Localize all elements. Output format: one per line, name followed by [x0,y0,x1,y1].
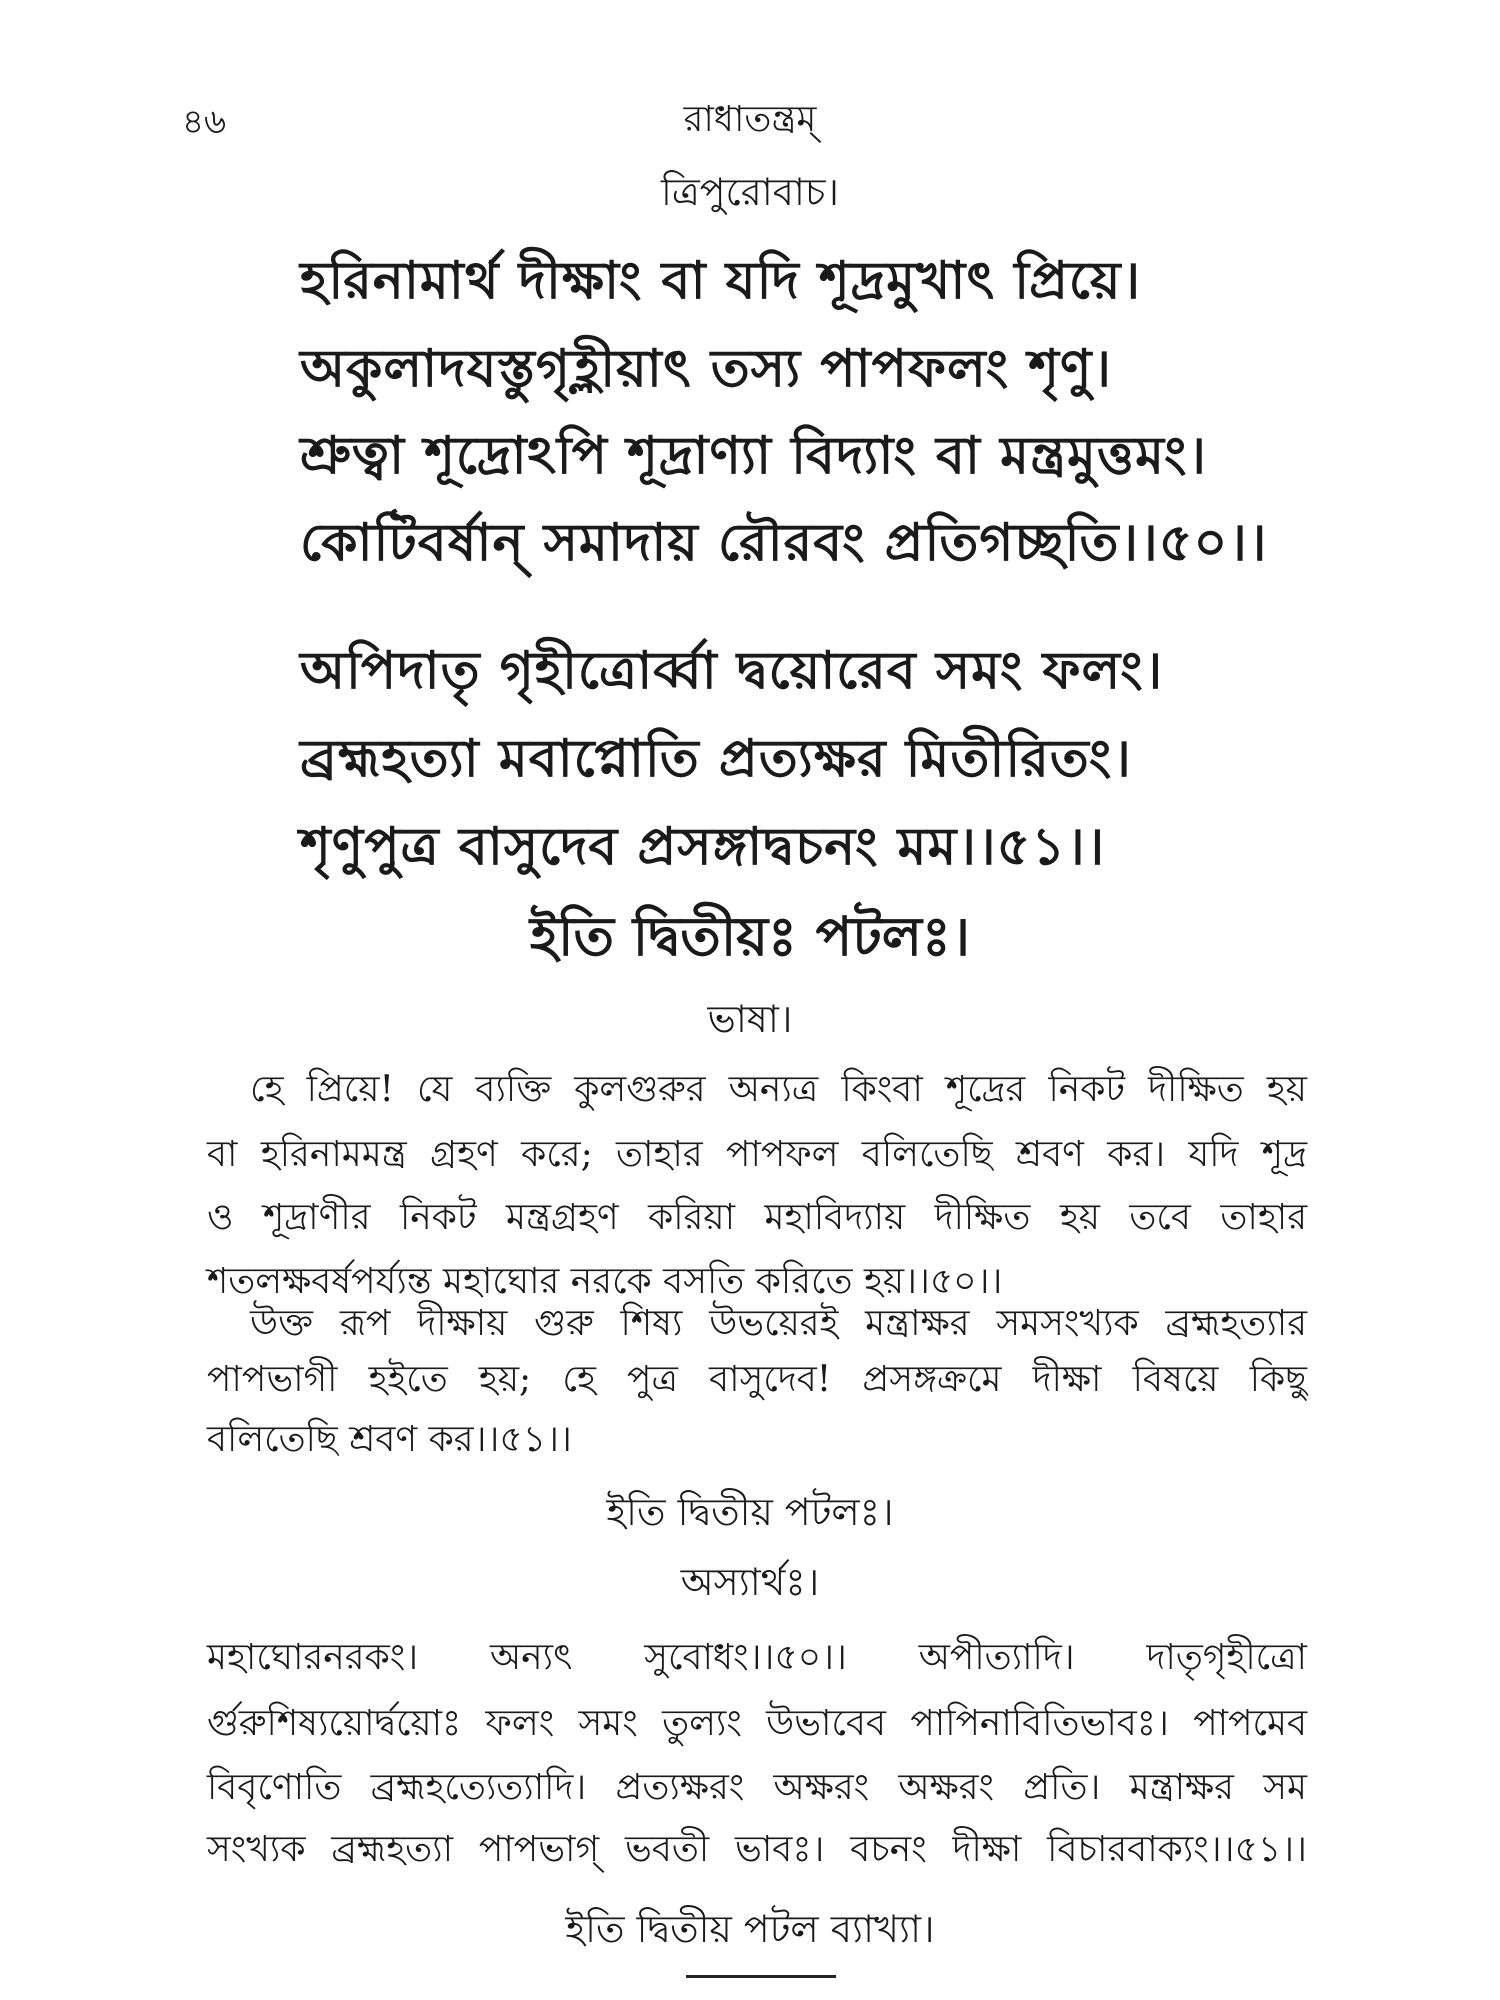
verse-line: ব্রহ্মহত্যা মবাপ্নোতি প্রত্যক্ষর মিতীরিতং। [300,728,1132,789]
end-rule-divider [686,1975,836,1978]
asyartha-heading: অস্যার্থঃ। [680,1560,820,1604]
asyartha-line: মহাঘোরনরকং। অন্যৎ সুবোধং।।৫০।। অপীত্যাদি। দাতৃগৃহীত্রো [207,1637,1307,1678]
chapter-end-prose: ইতি দ্বিতীয় পটলঃ। [606,1490,894,1534]
bhasha-line: উক্ত রূপ দীক্ষায় গুরু শিষ্য উভয়েরই মন্ত্রাক্ষর সমসংখ্যক ব্রহ্মহত্যার [250,1303,1307,1344]
bhasha-line: হে প্রিয়ে! যে ব্যক্তি কুলগুরুর অন্যত্র কিংবা শূদ্রের নিকট দীক্ষিত হয় [250,1069,1307,1110]
verse-line: অপিদাতৃ গৃহীত্রোর্ব্বা দ্বয়োরেব সমং ফলং। [300,640,1164,701]
chapter-end-heading: ইতি দ্বিতীয়ঃ পটলঃ। [529,904,971,968]
bhasha-line: শতলক্ষবর্ষপর্য্যন্ত মহাঘোর নরকে বসতি করিতে হয়।।৫০।। [207,1261,1003,1302]
verse-line: অকুলাদযস্তুগৃহ্লীয়াৎ তস্য পাপফলং শৃণু। [300,338,1113,399]
asyartha-line: বিবৃণোতি ব্রহ্মহত্যেত্যাদি। প্রত্যক্ষরং অক্ষরং অক্ষরং প্রতি। মন্ত্রাক্ষর সম [207,1767,1307,1808]
bhasha-line: বলিতেছি শ্রবণ কর।।৫১।। [207,1419,572,1460]
asyartha-line: সংখ্যক ব্রহ্মহত্যা পাপভাগ্ ভবতী ভাবঃ। বচনং দীক্ষা বিচারবাক্যং।।৫১।। [207,1829,1307,1870]
bhasha-line: ও শূদ্রাণীর নিকট মন্ত্রগ্রহণ করিয়া মহাবিদ্যায় দীক্ষিত হয় তবে তাহার [207,1197,1307,1238]
verse-line: শ্রুত্বা শূদ্রোঽপি শূদ্রাণ্যা বিদ্যাং বা মন্ত্রমুত্তমং। [300,425,1207,486]
running-title: রাধাতন্ত্রম্ [683,99,817,140]
asyartha-line: র্গুরুশিষ্যয়োর্দ্বয়োঃ ফলং সমং তুল্যং উভাবেব পাপিনাবিতিভাবঃ। পাপমেব [207,1703,1307,1744]
closing-line: ইতি দ্বিতীয় পটল ব্যাখ্যা। [565,1907,935,1951]
verse-line: হরিনামার্থ দীক্ষাং বা যদি শূদ্রমুখাৎ প্রিয়ে। [300,250,1142,311]
verse-line: কোটিবর্ষান্ সমাদায় রৌরবং প্রতিগচ্ছতি।।৫০।। [300,512,1268,573]
verse-line: শৃণুপুত্র বাসুদেব প্রসঙ্গাদ্বচনং মম।।৫১।। [300,816,1106,877]
page-number: ৪৬ [182,102,227,142]
bhasha-line: পাপভাগী হইতে হয়; হে পুত্র বাসুদেব! প্রসঙ্গক্রমে দীক্ষা বিষয়ে কিছু [207,1359,1307,1400]
speaker-heading: ত্রিপুরোবাচ। [660,170,840,214]
bhasha-heading: ভাষা। [707,997,793,1041]
bhasha-line: বা হরিনামমন্ত্র গ্রহণ করে; তাহার পাপফল বলিতেছি শ্রবণ কর। যদি শূদ্র [207,1134,1307,1175]
